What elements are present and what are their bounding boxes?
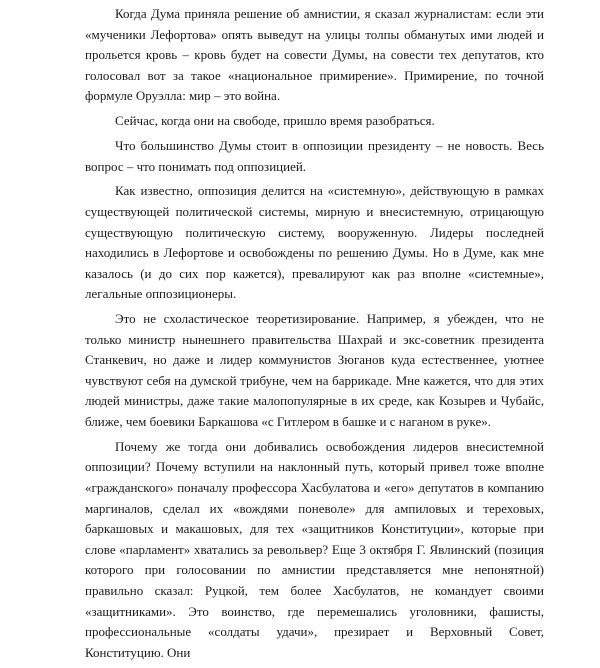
paragraph-opposition-question: Что большинство Думы стоит в оппозиции президенту – не новость. Весь вопрос – что понимать под оппозицией. <box>85 137 544 174</box>
paragraph-opposition-types: Как известно, оппозиция делится на «системную», действующую в рамках существующей политической системы, мирную и внесистемную, отрицающую существующую политическую систему, вооруженную. Лидеры последней находились в Лефортове и освобождены по решению Думы. Но в Думе, как мне казалось (и до сих пор кажется), превалируют как раз вполне «системные», легальные оппозиционеры. <box>85 183 544 302</box>
document-page <box>85 4 544 668</box>
paragraph-not-scholastic: Это не схоластическое теоретизирование. Например, я убежден, что не только министр нынешнего правительства Шахрай и экс-советник президента Станкевич, но даже и лидер коммунистов Зюганов куда естественнее, уютнее чувствуют себя на думской трибуне, чем на баррикаде. Мне кажется, что для этих людей министры, даже такие малопопулярные в их среде, как Козырев и Чубайс, ближе, чем боевики Баркашова «с Гитлером в башке и с наганом в руке». <box>85 311 544 430</box>
paragraph-time-to-sort-out: Сейчас, когда они на свободе, пришло время разобраться. <box>115 113 435 129</box>
paragraph-amnesty: Когда Дума приняла решение об амнистии, я сказал журналистам: если эти «мученики Лефортова» опять выведут на улицы толпы обманутых ими людей и прольется кровь – кровь будет на совести Думы, на совести тех депутатов, кто голосовал вот за такое «национальное примирение». Примирение, по точной формуле Оруэлла: мир – это война. <box>85 6 544 104</box>
paragraph-why-release: Почему же тогда они добивались освобождения лидеров внесистемной оппозиции? Почему вступили на наклонный путь, который привел тоже вполне «гражданского» поначалу профессора Хасбулатова и «его» депутатов в компанию маргиналов, сделал их «вождями поневоле» для ампиловых и тереховых, баркашовых и макашовых, для тех «защитников Конституции», которые при слове «парламент» хватались за револьвер? Еще 3 октября Г. Явлинский (позиция которого при голосовании по амнистии представляется мне непонятной) правильно сказал: Руцкой, тем более Хасбулатов, не командует своими «защитниками». Это воинство, где перемешались уголовники, фашисты, профессиональные «солдаты удачи», презирает и Верховный Совет, Конституцию. Они <box>85 438 544 660</box>
